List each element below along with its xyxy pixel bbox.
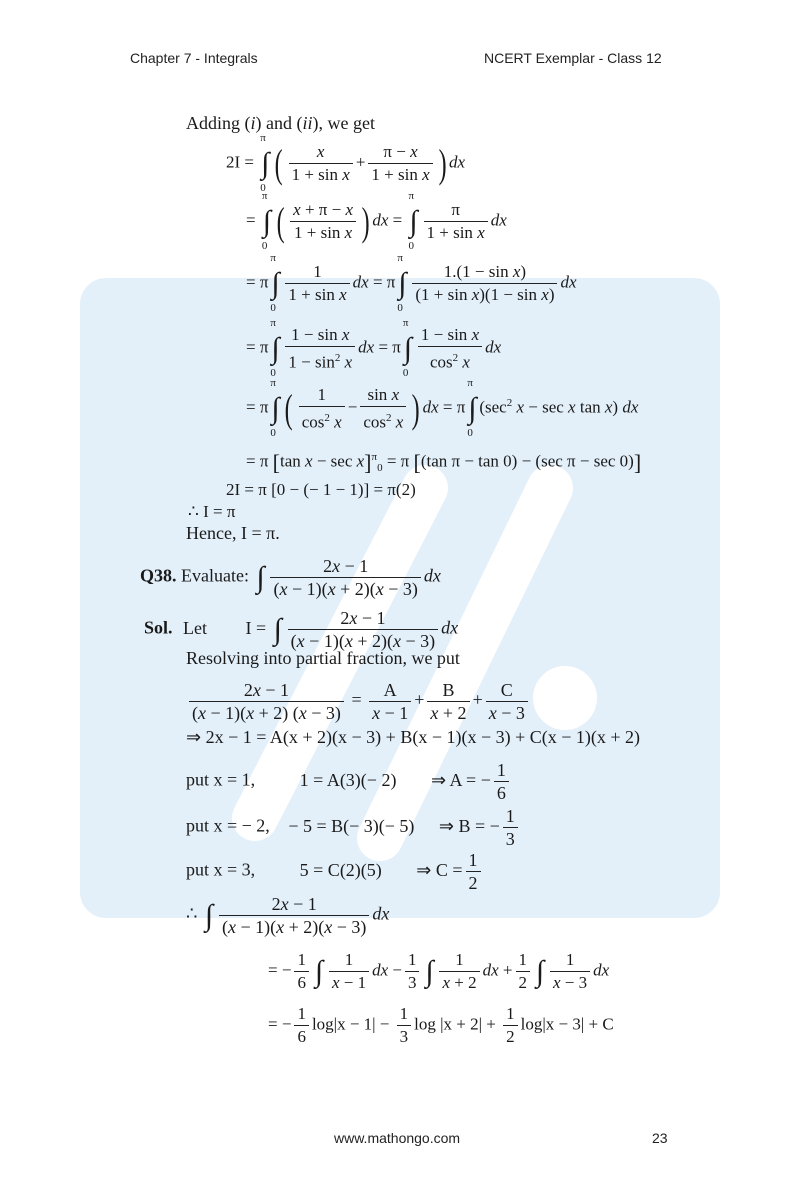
step-2I: 2I = π ∫ 0 ( $\frac{x}{\text{1 + sin x}}$ + $\frac{\pi - x}{\text{1 + sin x}}$ ) dx [226, 131, 466, 194]
therefore-integral: ∴ ∫ $\frac{2x - 1}{(x - 1)(x + 2)(x - 3)}$ dx [186, 894, 390, 937]
step-2I-final: 2I = π [0 − (− 1 − 1)] = π(2) [226, 480, 416, 499]
final-term3: log|x − 3| + C [520, 1014, 614, 1034]
sol-let: Let [183, 617, 208, 638]
put2-label: put x = − 2, [186, 815, 270, 836]
footer-url: www.mathongo.com [334, 1130, 461, 1146]
step-4: = π π ∫ 0 $\frac{\text{1 − sin x}}{1 - \sin^2 x}$ dx = π π ∫ 0 $\frac{\text{1 − sin x}}{\cos^2 x}$ dx [246, 316, 502, 379]
sol-line: Sol. Let I = ∫ $\frac{2x - 1}{(x - 1)(x + 2)(x - 3)}$ dx [144, 608, 459, 651]
step-2: = π ∫ 0 ( $\frac{x + \pi - x}{\text{1 + sin x}}$ ) dx = π ∫ 0 $\frac{\pi}{\text{1 + sin x}}$ dx [246, 189, 507, 252]
header-chapter: Chapter 7 - Integrals [130, 50, 258, 66]
put3-label: put x = 3, [186, 859, 256, 880]
partial-fraction: $\frac{2x - 1}{(x - 1)(x + 2) (x - 3)}$ = $\frac{A}{x - 1}$ + $\frac{B}{x + 2}$ + $\frac{C}{x - 3}$ [186, 680, 531, 723]
put3-result: ⇒ C = [416, 859, 463, 880]
final-term1: log|x − 1| − [311, 1014, 394, 1034]
step-3: = π π ∫ 0 $\frac{1}{\text{1 + sin x}}$ dx = π π ∫ 0 $\frac{\text{1.(1 − sin x)}}{\text{(1 + sin x)(1 − sin x)}}$ dx [246, 251, 577, 314]
put1-result: ⇒ A = − [430, 769, 491, 790]
put1-label: put x = 1, [186, 769, 256, 790]
q38-text: Evaluate: [181, 565, 249, 586]
put-x3: put x = 3, 5 = C(2)(5) ⇒ C = $\frac{1}{2}$ [186, 850, 484, 893]
q38-label: Q38. [140, 565, 177, 586]
put-x-2: put x = − 2, − 5 = B(− 3)(− 5) ⇒ B = − $\frac{1}{3}$ [186, 806, 521, 849]
final-term2: log |x + 2| + [414, 1014, 501, 1034]
put3-eq: 5 = C(2)(5) [299, 859, 382, 880]
therefore-line: ∴ I = π [188, 502, 236, 521]
identity-line: ⇒ 2x − 1 = A(x + 2)(x − 3) + B(x − 1)(x − 3) + C(x − 1)(x + 2) [186, 727, 641, 747]
resolving-line: Resolving into partial fraction, we put [186, 648, 460, 668]
put2-eq: − 5 = B(− 3)(− 5) [288, 815, 415, 836]
split-integral: = − $\frac{1}{6}$ ∫ $\frac{1}{x - 1}$ dx − $\frac{1}{3}$ ∫ $\frac{1}{x + 2}$ dx + $\frac{1}{2}$ ∫ $\frac{1}{x - 3}$ dx [268, 950, 610, 992]
put1-eq: 1 = A(3)(− 2) [299, 769, 397, 790]
final-answer: = − $\frac{1}{6}$ log|x − 1| − $\frac{1}{3}$ log |x + 2| + $\frac{1}{2}$ log|x − 3| + C [268, 1004, 614, 1046]
adding-line: Adding (i) and (ii), we get [186, 113, 375, 133]
step-6: = π [tan x − sec x]$^\pi_0$ = π [(tan π − tan 0) − (sec π − sec 0)] [246, 449, 642, 475]
sol-label: Sol. [144, 617, 173, 638]
header-class: NCERT Exemplar - Class 12 [484, 50, 662, 66]
step-5: = π π ∫ 0 ( $\frac{1}{\cos^2 x}$ − $\frac{\text{sin x}}{\cos^2 x}$ ) dx = π π ∫ 0 ($\sec^2$ x − sec x tan x) dx [246, 376, 639, 439]
put2-result: ⇒ B = − [438, 815, 500, 836]
hence-line: Hence, I = π. [186, 523, 280, 543]
put-x1: put x = 1, 1 = A(3)(− 2) ⇒ A = − $\frac{1}{6}$ [186, 760, 512, 803]
page-number: 23 [652, 1130, 668, 1146]
q38-question: Q38. Evaluate: ∫ $\frac{2x - 1}{(x - 1)(x + 2)(x - 3)}$ dx [140, 556, 441, 599]
